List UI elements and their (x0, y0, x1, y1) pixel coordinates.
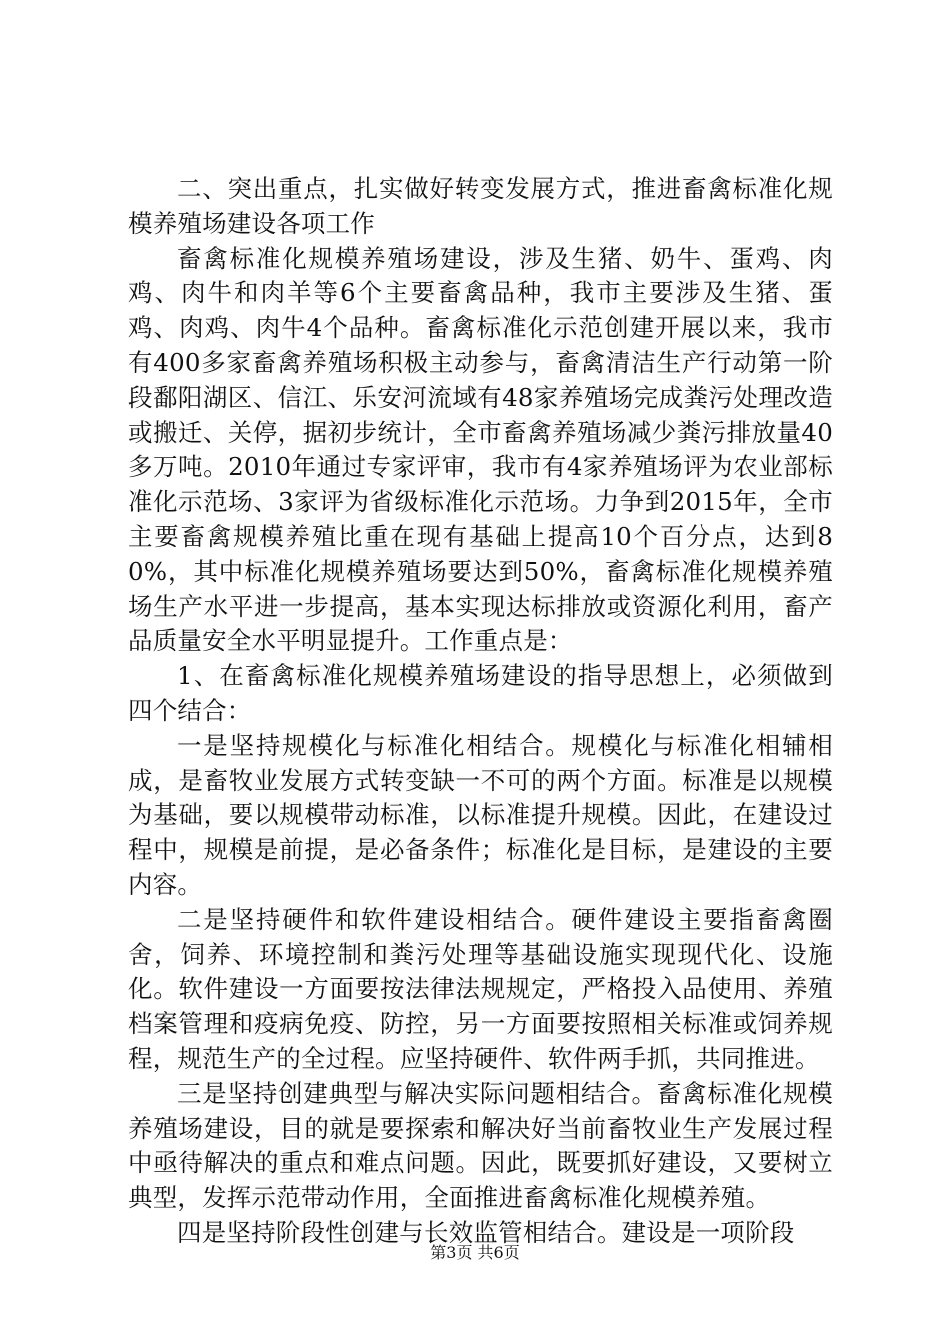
list-item-heading: 1、在畜禽标准化规模养殖场建设的指导思想上，必须做到四个结合： (128, 661, 833, 725)
body-paragraph: 畜禽标准化规模养殖场建设，涉及生猪、奶牛、蛋鸡、肉鸡、肉牛和肉羊等6个主要畜禽品种，我市主要涉及生猪、蛋鸡、肉鸡、肉牛4个品种。畜禽标准化示范创建开展以来，我市有400多家畜禽养殖场积极主动参与，畜禽清洁生产行动第一阶段鄱阳湖区、信江、乐安河流域有48家养殖场完成粪污处理改造或搬迁、关停，据初步统计，全市畜禽养殖场减少粪污排放量40多万吨。2010年通过专家评审，我市有4家养殖场评为农业部标准化示范场、3家评为省级标准化示范场。力争到2015年，全市主要畜禽规模养殖比重在现有基础上提高10个百分点，达到80%，其中标准化规模养殖场要达到50%，畜禽标准化规模养殖场生产水平进一步提高，基本实现达标排放或资源化利用，畜产品质量安全水平明显提升。工作重点是： (128, 243, 833, 656)
body-paragraph: 二是坚持硬件和软件建设相结合。硬件建设主要指畜禽圈舍，饲养、环境控制和粪污处理等基础设施实现现代化、设施化。软件建设一方面要按法律法规规定，严格投入品使用、养殖档案管理和疫病免疫、防控，另一方面要按照相关标准或饲养规程，规范生产的全过程。应坚持硬件、软件两手抓，共同推进。 (128, 904, 833, 1073)
page-number-footer: 第3页 共6页 (430, 1243, 520, 1262)
body-paragraph: 三是坚持创建典型与解决实际问题相结合。畜禽标准化规模养殖场建设，目的就是要探索和解决好当前畜牧业生产发展过程中亟待解决的重点和难点问题。因此，既要抓好建设，又要树立典型，发挥示范带动作用，全面推进畜禽标准化规模养殖。 (128, 1078, 833, 1213)
body-paragraph: 四是坚持阶段性创建与长效监管相结合。建设是一项阶段 (177, 1217, 795, 1247)
document-body (128, 172, 833, 1251)
section-heading: 二、突出重点，扎实做好转变发展方式，推进畜禽标准化规模养殖场建设各项工作 (128, 174, 833, 238)
body-paragraph: 一是坚持规模化与标准化相结合。规模化与标准化相辅相成，是畜牧业发展方式转变缺一不可的两个方面。标准是以规模为基础，要以规模带动标准，以标准提升规模。因此，在建设过程中，规模是前提，是必备条件；标准化是目标，是建设的主要内容。 (128, 730, 833, 899)
